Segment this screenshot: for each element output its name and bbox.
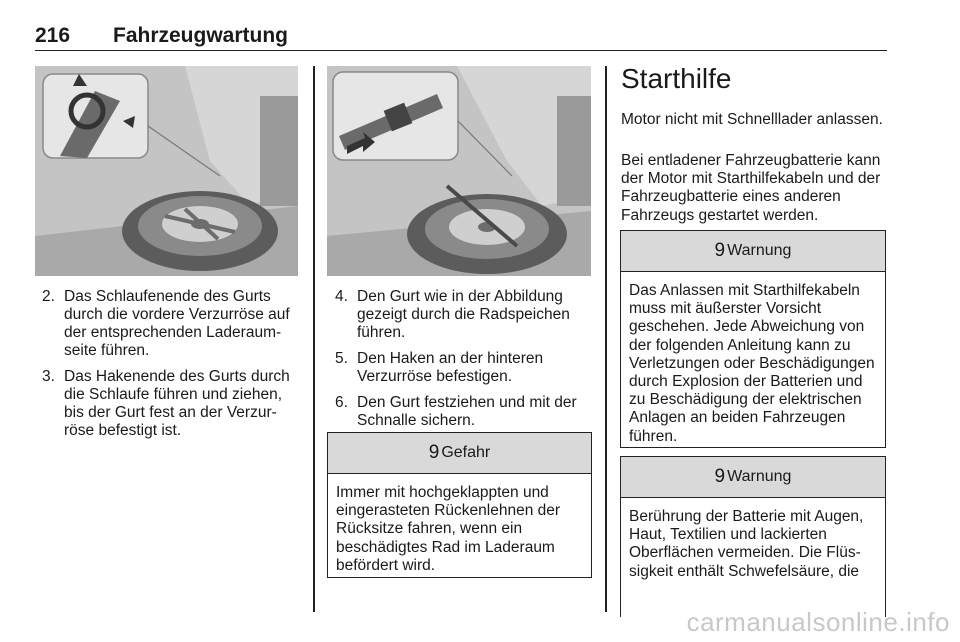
warning-box-title: Warnung <box>727 242 792 259</box>
page-header <box>35 18 887 51</box>
warning-box-body: Berührung der Batterie mit Augen, Haut, Textilien und lackierten Oberflächen vermeiden. Die Flüssigkeit enthält Schwefelsäure, die <box>629 508 864 580</box>
danger-box-body: Immer mit hochgeklappten und eingerasteten Rückenlehnen der Rücksitze fahren, wenn ein beschädigtes Rad im Laderaum befördert wird. <box>336 484 561 574</box>
step-number: 6. <box>335 394 348 411</box>
page-title: Fahrzeugwartung <box>113 24 289 47</box>
warning-box-header <box>621 457 885 498</box>
list-item <box>42 368 300 440</box>
step-text: Das Hakenende des Gurts durch die Schlaufe führen und ziehen, bis der Gurt fest an der Verzurröse befestigt ist. <box>64 368 290 439</box>
warning-triangle-icon: 9 <box>714 466 726 487</box>
step-number: 3. <box>42 368 55 385</box>
page-number: 216 <box>35 24 71 47</box>
warning-box-1 <box>620 230 886 448</box>
watermark: carmanualsonline.info <box>686 607 950 637</box>
step-number: 2. <box>42 288 55 305</box>
step-number: 5. <box>335 350 348 367</box>
list-item <box>335 394 591 430</box>
warning-triangle-icon: 9 <box>428 442 440 463</box>
danger-box-header <box>328 433 591 474</box>
warning-box-2 <box>620 456 886 617</box>
step-text: Den Gurt festziehen und mit der Schnalle sichern. <box>357 394 577 429</box>
step-number: 4. <box>335 288 348 305</box>
section-title: Starthilfe <box>621 63 732 94</box>
spare-wheel-strap-photo-2 <box>327 66 591 276</box>
list-item <box>42 288 300 360</box>
warning-box-header <box>621 231 885 272</box>
spare-wheel-strap-photo-1 <box>35 66 298 276</box>
paragraph: Bei entladener Fahrzeugbatterie kann der Motor mit Starthilfekabeln und der Fahrzeugbatterie eines anderen Fahrzeugs gestartet werden. <box>621 152 881 224</box>
column-divider-2 <box>605 66 607 612</box>
danger-box-title: Gefahr <box>441 444 491 461</box>
step-text: Das Schlaufenende des Gurts durch die vordere Verzurröse auf der entsprechenden Laderaumseite führen. <box>64 288 290 359</box>
paragraph: Motor nicht mit Schnelllader anlassen. <box>621 111 883 128</box>
list-item <box>335 288 591 342</box>
column-divider-1 <box>313 66 315 612</box>
list-item <box>335 350 591 386</box>
instruction-list-col1 <box>42 288 300 448</box>
warning-triangle-icon: 9 <box>714 240 726 261</box>
danger-box <box>327 432 592 578</box>
warning-box-body: Das Anlassen mit Starthilfekabeln muss mit äußerster Vorsicht geschehen. Jede Abweichung von der folgenden Anleitung kann zu Verletzungen oder Beschädigungen durch Explosion der Batterien und zu Beschädigung der elektrischen Anlagen an beiden Fahrzeugen führen. <box>629 282 875 445</box>
warning-box-title: Warnung <box>727 468 792 485</box>
step-text: Den Haken an der hinteren Verzurröse befestigen. <box>357 350 544 385</box>
step-text: Den Gurt wie in der Abbildung gezeigt durch die Radspeichen führen. <box>357 288 570 341</box>
instruction-list-col2 <box>335 288 591 438</box>
